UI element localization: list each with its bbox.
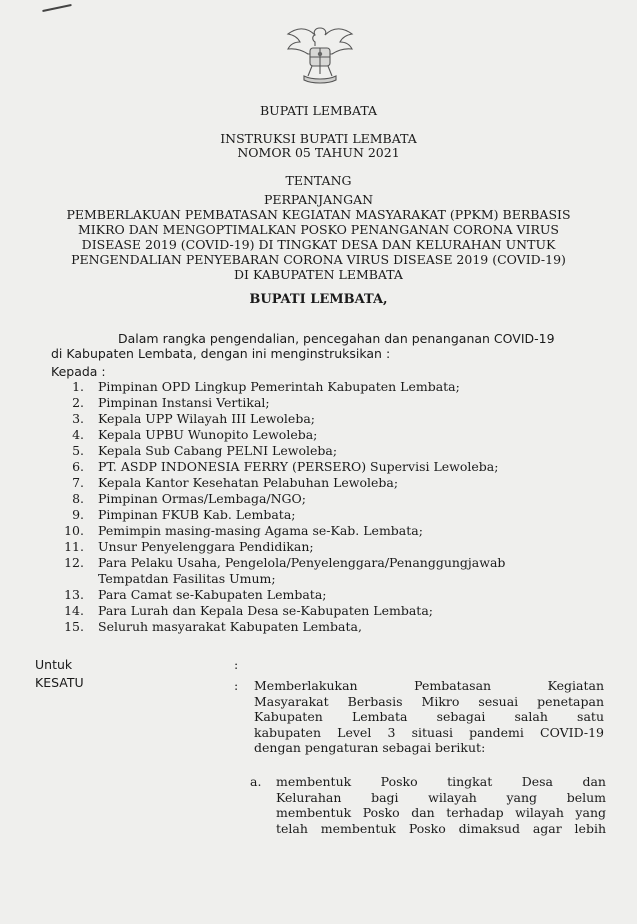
recipient-text: Kepala Kantor Kesehatan Pelabuhan Lewoleba; [98,475,399,490]
recipient-number: 15. [64,619,84,634]
title-line: DI KABUPATEN LEMBATA [234,267,403,282]
recipient-item [58,411,505,427]
recipient-number: 7. [72,475,84,490]
point-a [250,774,606,836]
kesatu-colon: : [234,678,239,693]
recipient-number: 3. [72,411,84,426]
point-a-line: membentuk Posko tingkat Desa dan [276,774,606,789]
kesatu-line: dengan pengaturan sebagai berikut: [254,740,486,755]
title-line: PEMBERLAKUAN PEMBATASAN KEGIATAN MASYARAKAT (PPKM) BERBASIS [66,207,571,222]
recipient-item [58,459,505,475]
recipient-text: Unsur Penyelenggara Pendidikan; [98,539,314,554]
untuk-label: Untuk [35,657,73,672]
header-block [0,104,637,188]
recipient-item [58,491,505,507]
point-a-label: a. [250,774,262,789]
title-line: PENGENDALIAN PENYEBARAN CORONA VIRUS DISEASE 2019 (COVID-19) [71,252,566,267]
recipient-text: Seluruh masyarakat Kabupaten Lembata, [98,619,362,634]
recipients-label: Kepada : [51,364,106,379]
recipient-item [58,587,505,603]
recipient-item [58,475,505,491]
recipient-item [58,395,505,411]
point-a-line: membentuk Posko dan terhadap wilayah yang [276,805,606,820]
kesatu-text [254,678,604,756]
intro-line-2: di Kabupaten Lembata, dengan ini menginstruksikan : [51,346,391,361]
title-line: PERPANJANGAN [263,192,374,207]
recipient-number: 10. [64,523,84,538]
recipient-number: 9. [72,507,84,522]
title-line: MIKRO DAN MENGOPTIMALKAN POSKO PENANGANAN CORONA VIRUS [78,222,559,237]
pen-mark [42,4,72,12]
kesatu-line: Memberlakukan Pembatasan Kegiatan [254,678,604,693]
kesatu-line: kabupaten Level 3 situasi pandemi COVID-19 [254,724,604,740]
recipient-text: Pemimpin masing-masing Agama se-Kab. Lembata; [98,523,423,538]
subheading: BUPATI LEMBATA, [249,292,388,307]
recipient-number: 2. [72,395,84,410]
recipient-number: 14. [64,603,84,618]
recipient-text: Pimpinan Ormas/Lembaga/NGO; [98,491,306,506]
recipient-text: Para Pelaku Usaha, Pengelola/Penyelenggara/Penanggungjawab [98,555,506,570]
point-a-line: telah membentuk Posko dimaksud agar lebih [276,820,606,836]
recipient-number: 8. [72,491,84,506]
recipient-item [58,443,505,459]
recipient-text: Pimpinan OPD Lingkup Pemerintah Kabupaten Lembata; [98,379,460,394]
recipient-item [58,507,505,523]
recipient-item [58,539,505,555]
recipient-item [58,379,505,395]
recipient-number: 1. [72,379,84,394]
recipient-text: Para Lurah dan Kepala Desa se-Kabupaten Lembata; [98,603,433,618]
untuk-colon: : [234,657,239,672]
recipient-text: Kepala UPBU Wunopito Lewoleba; [98,427,318,442]
kesatu-label: KESATU [35,675,84,690]
kesatu-line: Masyarakat Berbasis Mikro sesuai penetapan [254,693,604,709]
intro-line-1: Dalam rangka pengendalian, pencegahan dan penanganan COVID-19 [118,331,555,346]
point-a-line: Kelurahan bagi wilayah yang belum [276,789,606,805]
recipient-list [58,379,505,635]
recipient-item [58,619,505,635]
recipient-text: Para Camat se-Kabupaten Lembata; [98,587,327,602]
recipient-text: Pimpinan Instansi Vertikal; [98,395,270,410]
recipient-item [58,427,505,443]
title-line: DISEASE 2019 (COVID-19) DI TINGKAT DESA DAN KELURAHAN UNTUK [81,237,556,252]
recipient-text: Pimpinan FKUB Kab. Lembata; [98,507,296,522]
garuda-emblem-icon [282,18,358,88]
kesatu-line: Kabupaten Lembata sebagai salah satu [254,709,604,724]
recipient-number: 4. [72,427,84,442]
header-authority: BUPATI LEMBATA [259,103,377,118]
recipient-number: 6. [72,459,84,474]
recipient-item [58,603,505,619]
header-number: NOMOR 05 TAHUN 2021 [237,145,400,160]
recipient-number: 11. [64,539,84,554]
recipient-text-continuation: Tempatdan Fasilitas Umum; [98,571,276,586]
recipient-item [58,555,505,571]
recipient-number: 12. [64,555,84,570]
recipient-number: 13. [64,587,84,602]
header-about: TENTANG [285,173,352,188]
recipient-text: Kepala Sub Cabang PELNI Lewoleba; [98,443,338,458]
header-instruction: INSTRUKSI BUPATI LEMBATA [220,131,417,146]
recipient-number: 5. [72,443,84,458]
title-block [0,192,637,282]
recipient-text: PT. ASDP INDONESIA FERRY (PERSERO) Supervisi Lewoleba; [98,459,499,474]
recipient-text: Kepala UPP Wilayah III Lewoleba; [98,411,315,426]
recipient-item [58,523,505,539]
